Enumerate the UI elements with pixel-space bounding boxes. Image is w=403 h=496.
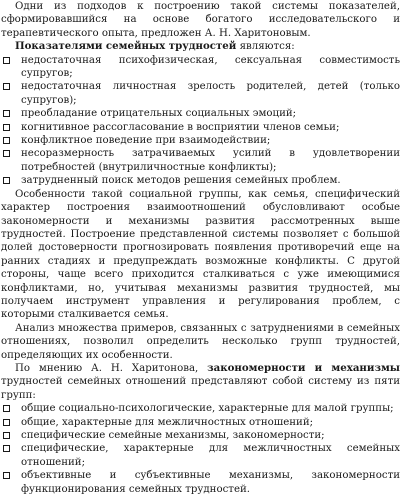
mechanisms-lead [1,362,400,402]
checkbox-bullet-icon [3,405,10,412]
checkbox-bullet-icon [3,472,10,479]
checkbox-bullet-icon [3,57,10,64]
list-item [1,416,400,429]
list-item-text: несоразмерность затрачиваемых усилий в удовлетворении потребностей (внутриличностные конфликты); [21,148,400,173]
list-item [1,442,400,469]
body-paragraph: Особенности такой социальной группы, как семья, специфический характер построения взаимоотношений обусловливают особые закономерности и механизмы развития рассмотренных выше трудностей. Построение представленной системы позволяет с большой долей достоверности прогнозировать появления противоречий еще на ранних стадиях и предупреждать возможные конфликты. С другой стороны, чаще всего приходится сталкиваться с уже имеющимися конфликтами, но, учитывая механизмы развития трудностей, мы получаем инструмент управления и регулирования проблем, с которыми сталкивается семья. [1,188,400,321]
checkbox-bullet-icon [3,432,10,439]
mechanisms-lead-rest: трудностей семейных отношений представляют собой систему из пяти групп: [1,376,400,401]
indicators-lead [1,40,400,53]
checkbox-bullet-icon [3,124,10,131]
list-item-text: когнитивное рассогласование в восприятии членов семьи; [21,121,340,133]
list-item-text: недостаточная психофизическая, сексуальная совместимость супругов; [21,54,400,80]
list-item-text: общие социально-психологические, характерные для малой группы; [21,403,394,415]
indicators-lead-rest: являются: [236,41,295,53]
list-item-text: конфликтное поведение при взаимодействии; [21,135,271,147]
list-item [1,174,400,187]
checkbox-bullet-icon [3,137,10,144]
checkbox-bullet-icon [3,419,10,426]
list-item-text: специфические семейные механизмы, закономерности; [21,430,325,441]
mechanisms-list [1,402,400,496]
list-item [1,402,400,415]
indicators-list [1,54,400,188]
checkbox-bullet-icon [3,83,10,90]
checkbox-bullet-icon [3,110,10,117]
mechanisms-lead-bold: закономерности и механизмы [207,361,401,374]
list-item-text: общие, характерные для межличностных отношений; [21,416,314,428]
checkbox-bullet-icon [3,177,10,184]
mechanisms-lead-pre: По мнению А. Н. Харитонова, [15,362,208,374]
list-item [1,429,400,442]
list-item [1,134,400,147]
list-item [1,121,400,134]
list-item-text: затрудненный поиск методов решения семейных проблем. [21,175,341,187]
list-item [1,107,400,120]
list-item [1,147,400,174]
checkbox-bullet-icon [3,445,10,452]
list-item-text: недостаточная личностная зрелость родителей, детей (только супругов); [21,81,400,106]
body-paragraph: Анализ множества примеров, связанных с затруднениями в семейных отношениях, позволил определить несколько групп трудностей, определяющих их особенности. [1,322,400,361]
list-item-text: объективные и субъективные механизмы, закономерности функционирования семейных трудностей. [21,470,400,495]
list-item [1,80,400,107]
checkbox-bullet-icon [3,150,10,157]
list-item-text: специфические, характерные для межличностных семейных отношений; [21,443,400,468]
list-item [1,469,400,496]
indicators-lead-bold: Показателями семейных трудностей [15,40,237,53]
list-item-text: преобладание отрицательных социальных эмоций; [21,108,297,120]
intro-paragraph: Одни из подходов к построению такой системы показателей, сформировавшийся на основе богатого исследовательского и терапевтического опыта, предложен А. Н. Харитоновым. [1,1,400,39]
list-item [1,54,400,81]
